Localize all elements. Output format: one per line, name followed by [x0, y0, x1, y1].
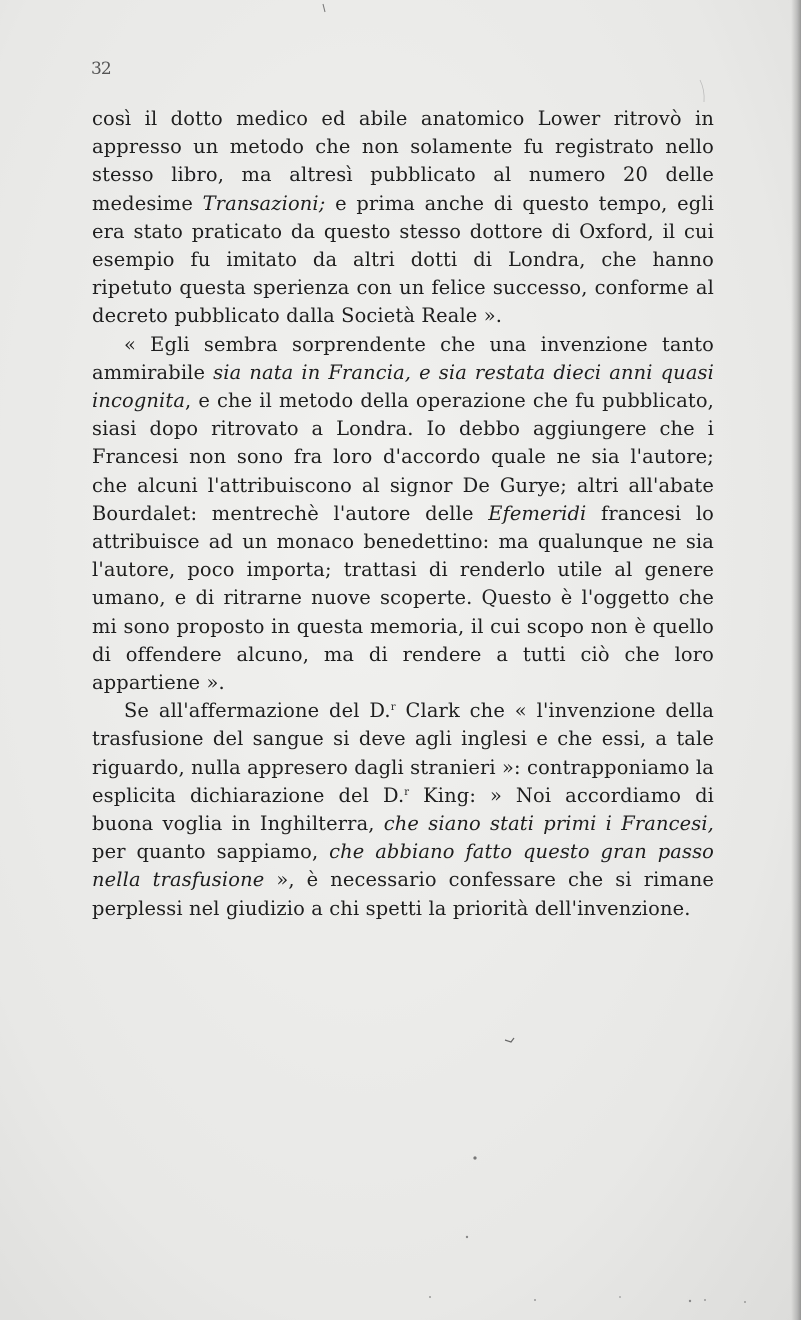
text-segment: così il dotto medico ed abile anatomico Lower ritrovò in appresso un metodo che non solamente fu registrato nello stesso libro, ma altresì pubblicato al numero 20 delle medesime [92, 107, 714, 215]
superscript-r: r [390, 702, 396, 714]
superscript-r: r [404, 786, 410, 798]
speck-mark [704, 1299, 706, 1301]
text-segment: Clark che « l'invenzione della trasfusione del sangue si deve agli inglesi e che essi, a tale riguardo, nulla appresero dagli stranieri »: contrapponiamo la esplicita dichiarazione del D. [92, 699, 715, 807]
speck-mark [619, 1296, 621, 1298]
speck-mark [429, 1296, 431, 1298]
speck-mark [689, 1300, 691, 1302]
italic-segment: che abbiano fatto questo gran passo nella trasfusione [92, 840, 714, 892]
text-segment: per quanto sappiamo, [92, 840, 330, 864]
page-number: 32 [91, 59, 111, 79]
text-segment: « Egli sembra sorprendente che una invenzione tanto ammirabile [92, 332, 714, 384]
text-segment: King: » Noi accordiamo di buona voglia in Inghilterra, [92, 783, 714, 836]
text-segment: e prima anche di questo tempo, egli era stato praticato da questo stesso dottore di Oxford, il cui esempio fu imitato da altri dotti di Londra, che hanno ripetuto questa sperienza con un felice successo, conforme al decreto pubblicato dalla Società Reale ». [92, 191, 714, 328]
text-segment: », è necessario confessare che si rimane perplessi nel giudizio a chi spetti la priorità dell'invenzione. [92, 868, 714, 920]
speck-mark [744, 1301, 746, 1303]
italic-segment: che siano stati primi i Francesi, [383, 812, 714, 836]
speck-mark [534, 1299, 536, 1301]
speck-mark [505, 1038, 514, 1042]
speck-mark [700, 80, 704, 102]
italic-segment: Transazioni; [202, 191, 326, 215]
speck-mark [466, 1236, 468, 1238]
text-segment: , e che il metodo della operazione che fu pubblicato, siasi dopo ritrovato a Londra. Io debbo aggiungere che i Francesi non sono fra loro d'accordo quale ne sia l'autore; che alcuni l'attribuiscono al signor De Gurye; altri all'abate Bourdalet: mentrechè l'autore delle [92, 389, 714, 525]
italic-segment: Efemeridi [488, 501, 587, 525]
speck-mark [323, 4, 325, 12]
text-segment: francesi lo attribuisce ad un monaco benedettino: ma qualunque ne sia l'autore, poco importa; trattasi di renderlo utile al genere umano, e di ritrarne nuove scoperte. Questo è l'oggetto che mi sono proposto in questa memoria, il cui scopo non è quello di offendere alcuno, ma di rendere a tutti ciò che loro appartiene ». [92, 501, 714, 695]
italic-segment: sia nata in Francia, e sia restata dieci anni quasi incognita [92, 360, 714, 413]
text-segment: Se all'affermazione del D. [124, 699, 391, 723]
speck-mark [473, 1156, 476, 1159]
